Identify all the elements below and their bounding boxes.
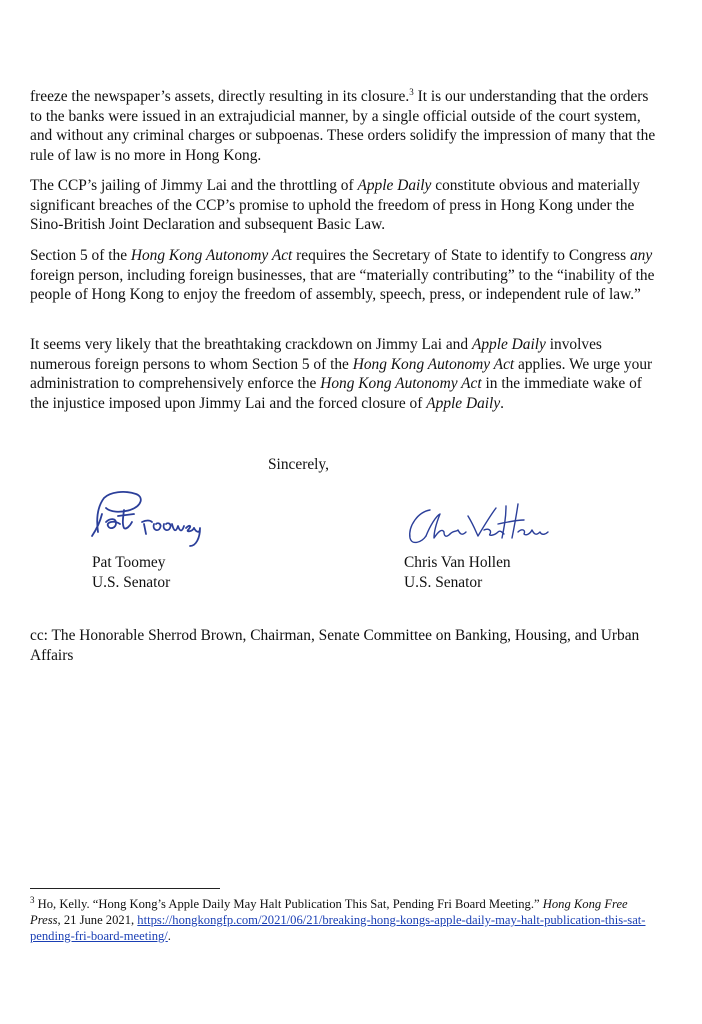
paragraph-text: Section 5 of the [30,247,131,264]
italic-text: Hong Kong Autonomy Act [320,375,482,393]
footnote-text: . [167,928,171,943]
signer-title: U.S. Senator [404,573,483,591]
paragraph-text: constitute obvious and materially significant breaches of the CCP’s promise to uphold the freedom of press in Hong Kong under the Sino-British Joint Declaration and subsequent Basic Law. [30,177,640,234]
footnote-link[interactable]: https://hongkongfp.com/2021/06/21/breaking-hong-kongs-apple-daily-may-halt-publication-this-sat-pending-fri-board-meeting/ [30,912,646,943]
paragraph-text: The CCP’s jailing of Jimmy Lai and the throttling of [30,177,358,194]
paragraph-text: requires the Secretary of State to identify to Congress [292,247,630,264]
signature-chris-van-hollen [400,500,550,548]
paragraph-text: involves numerous foreign persons to whom Section 5 of the [30,336,602,373]
footnote-text: Ho, Kelly. “Hong Kong’s Apple Daily May Halt Publication This Sat, Pending Fri Board Meeting.” [34,897,543,911]
paragraph-text: . [500,394,505,412]
closing-text: Sincerely, [268,456,329,473]
signer-name: Chris Van Hollen [404,554,511,571]
italic-text: any [629,247,653,264]
signer-title: U.S. Senator [92,573,171,591]
paragraph-4 [30,335,660,413]
paragraph-text: in the immediate wake of the injustice imposed upon Jimmy Lai and the forced closure of [30,375,642,412]
signer-block-toomey [92,553,170,592]
paragraph-2 [30,176,660,235]
footnote-reference: 3 [409,86,414,97]
paragraph-text: It seems very likely that the breathtaking crackdown on Jimmy Lai and [30,336,472,353]
italic-text: Apple Daily [471,336,546,353]
italic-text: Hong Kong Autonomy Act [130,247,293,264]
footnote-3 [30,894,650,944]
cc-line [30,626,655,665]
footnote-publication: Hong Kong Free Press [30,897,628,927]
italic-text: Hong Kong Autonomy Act [352,355,515,373]
closing [268,455,329,475]
cc-text: cc: The Honorable Sherrod Brown, Chairman, Senate Committee on Banking, Housing, and Urban Affairs [30,627,640,664]
paragraph-text: It is our understanding that the orders to the banks were issued in an extrajudicial manner, by a single official outside of the court system, and without any criminal charges or subpoenas. These orders solidify the impression of many that the rule of law is no more in Hong Kong. [30,88,656,164]
paragraph-3 [30,246,660,305]
signer-block-van-hollen [404,553,511,592]
signature-pat-toomey [84,488,206,550]
paragraph-text: applies. We urge your administration to comprehensively enforce the [30,355,653,393]
paragraph-text: freeze the newspaper’s assets, directly resulting in its closure. [30,88,410,105]
signer-name: Pat Toomey [92,554,166,571]
italic-text: Apple Daily [357,177,432,194]
paragraph-1 [30,87,660,165]
footnote-number: 3 [30,894,35,905]
italic-text: Apple Daily [426,394,501,412]
footnote-text: , 21 June 2021, [57,912,138,927]
footnote-divider [30,888,220,889]
paragraph-text: foreign person, including foreign businesses, that are “materially contributing” to the “inability of the people of Hong Kong to enjoy the freedom of assembly, speech, press, or independent rule of law.” [30,266,655,304]
